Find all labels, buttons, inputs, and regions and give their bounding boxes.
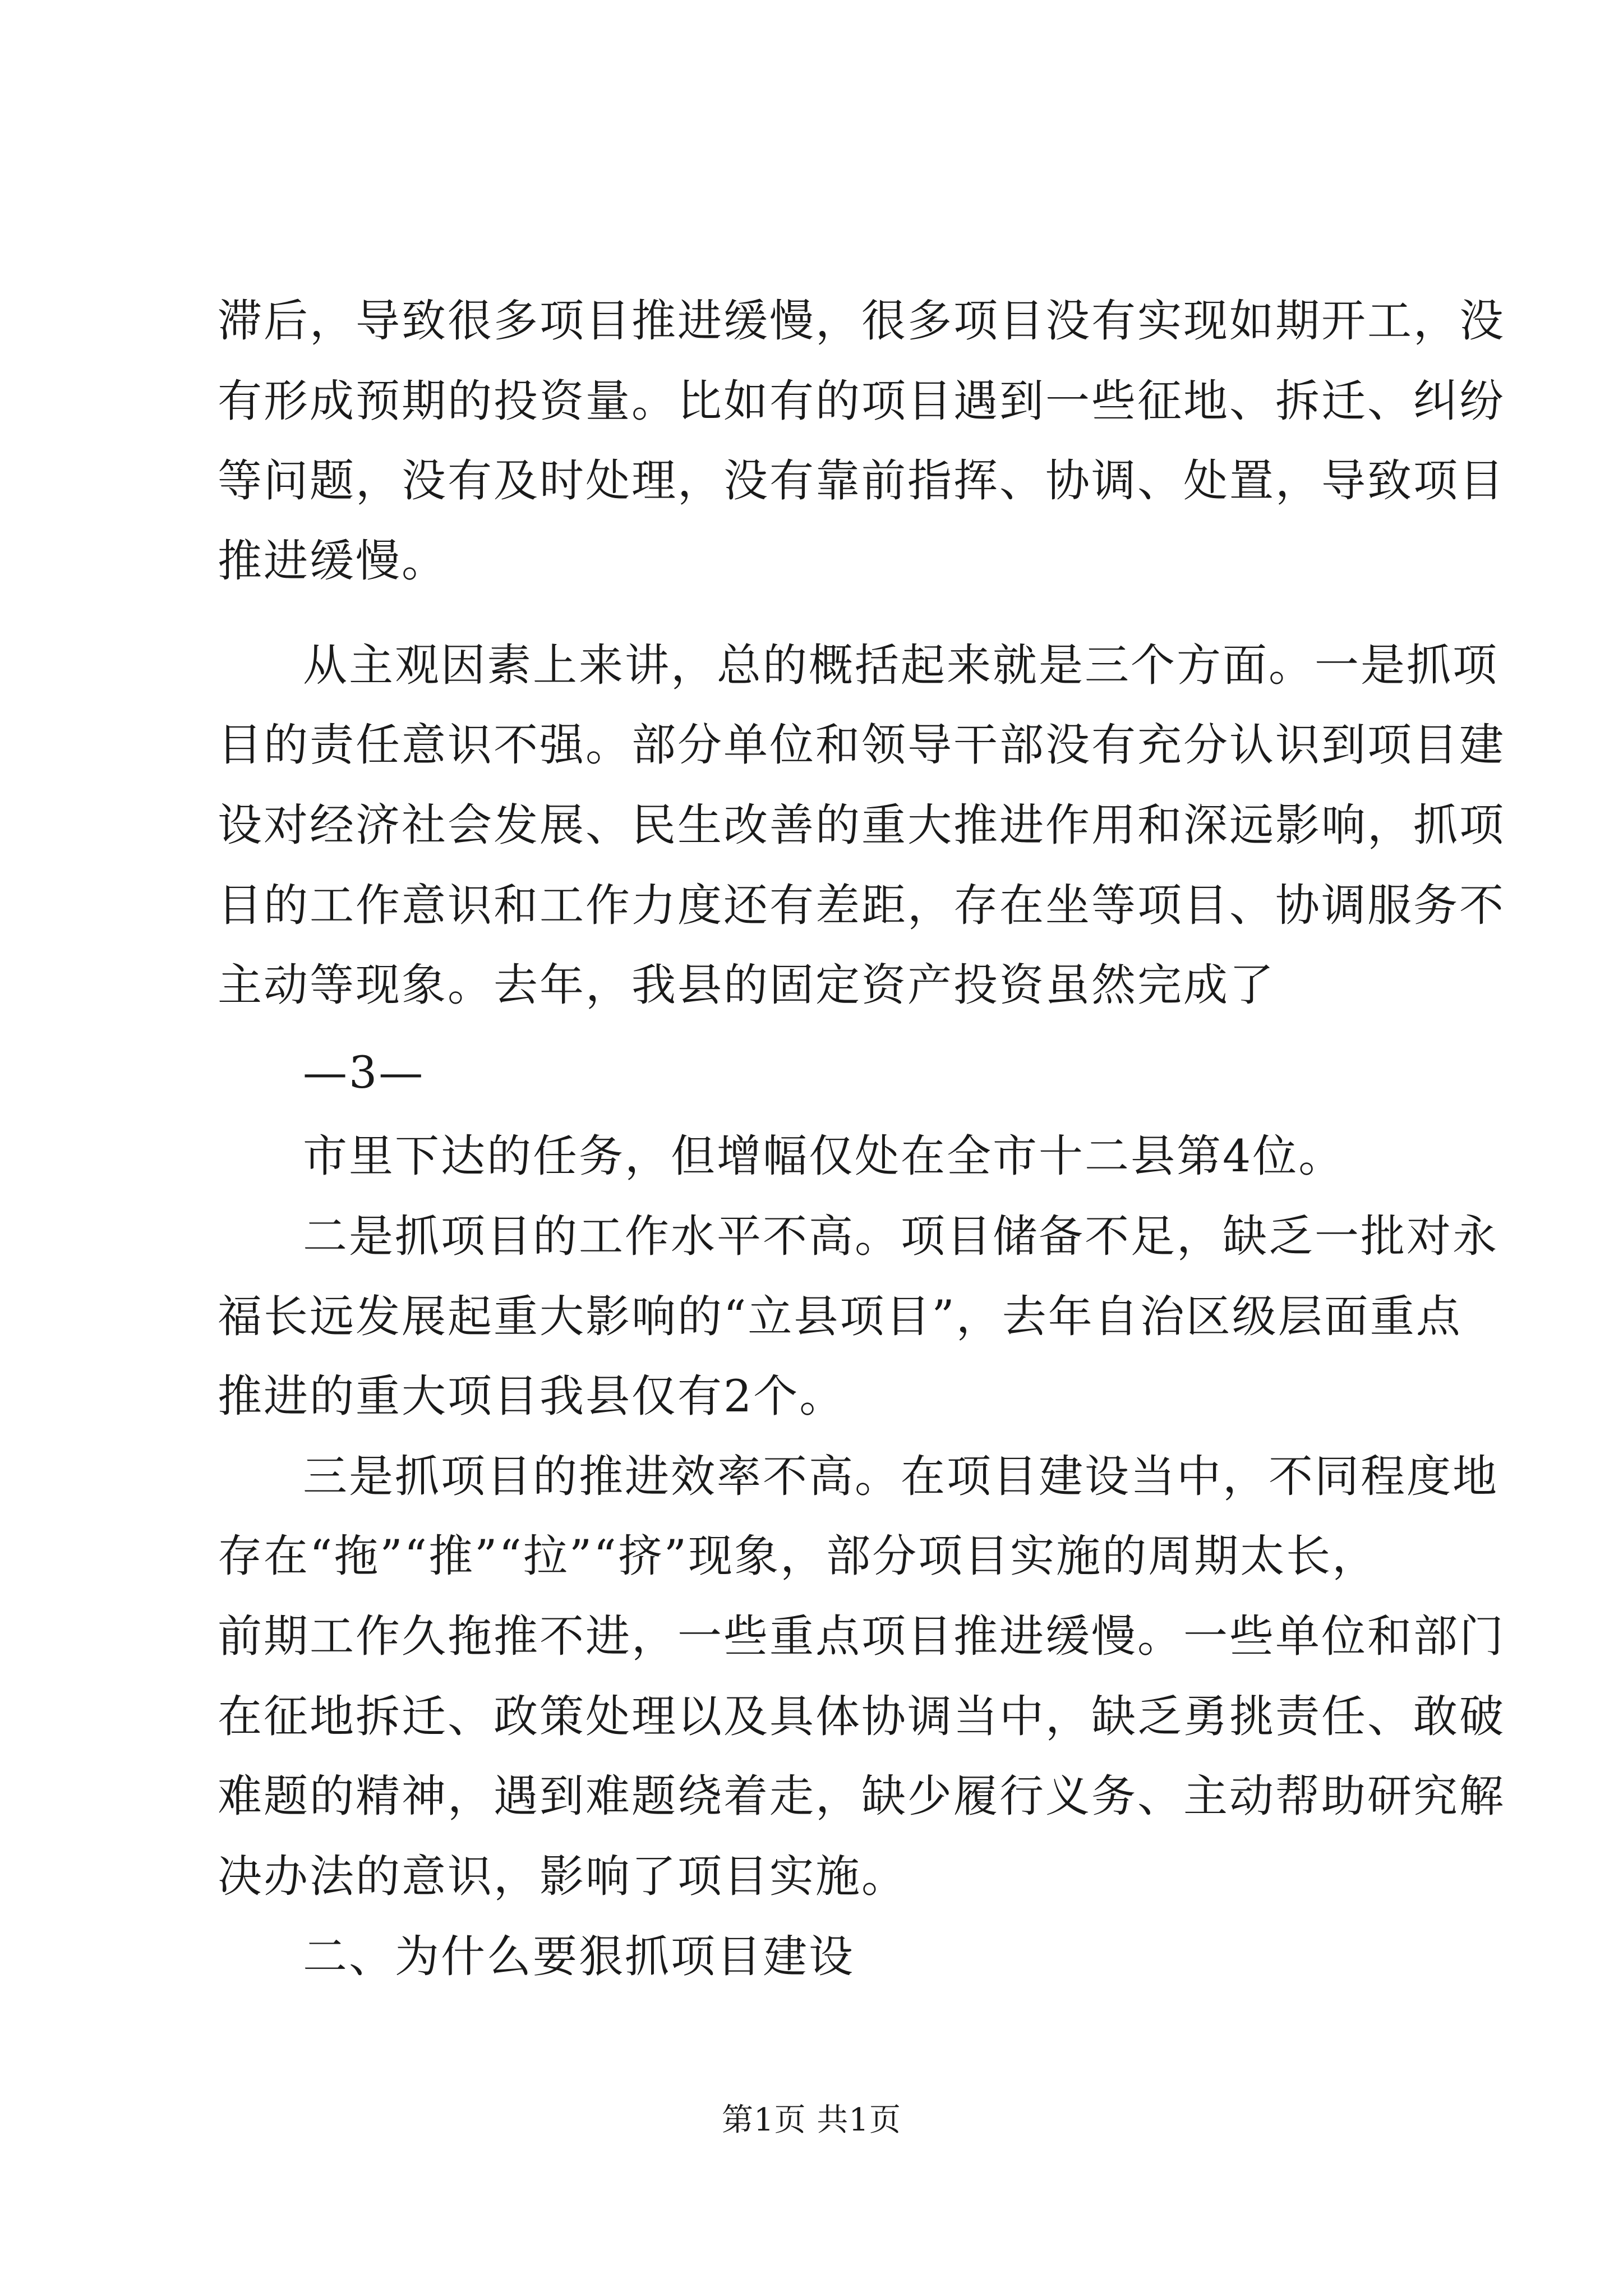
paragraph-line: 推进的重大项目我县仅有2个。	[218, 1370, 846, 1422]
paragraph-line: 市里下达的任务，但增幅仅处在全市十二县第4位。	[303, 1130, 1345, 1182]
paragraph-line: 存在“拖”“推”“拉”“挤”现象，部分项目实施的周期太长，	[218, 1530, 1378, 1582]
paragraph-line: 推进缓慢。	[218, 535, 448, 587]
paragraph-line: 目的责任意识不强。部分单位和领导干部没有充分认识到项目建	[218, 719, 1505, 771]
paragraph-line: 主动等现象。去年，我县的固定资产投资虽然完成了	[218, 959, 1275, 1011]
paragraph-line: 决办法的意识，影响了项目实施。	[218, 1851, 907, 1902]
section-heading: 二、为什么要狠抓项目建设	[303, 1931, 855, 1982]
paragraph-line: 在征地拆迁、政策处理以及具体协调当中，缺乏勇挑责任、敢破	[218, 1691, 1505, 1742]
paragraph-line: 从主观因素上来讲，总的概括起来就是三个方面。一是抓项	[303, 639, 1498, 691]
paragraph-line: 设对经济社会发展、民生改善的重大推进作用和深远影响，抓项	[218, 799, 1505, 851]
paragraph-line: 等问题，没有及时处理，没有靠前指挥、协调、处置，导致项目	[218, 455, 1505, 507]
paragraph-line: 三是抓项目的推进效率不高。在项目建设当中，不同程度地	[303, 1451, 1498, 1502]
inline-page-number: —3—	[303, 1047, 425, 1098]
paragraph-line: 福长远发展起重大影响的“立县项目”，去年自治区级层面重点	[218, 1291, 1462, 1342]
paragraph-line: 二是抓项目的工作水平不高。项目储备不足，缺乏一批对永	[303, 1211, 1498, 1262]
paragraph-line: 难题的精神，遇到难题绕着走，缺少履行义务、主动帮助研究解	[218, 1770, 1505, 1822]
paragraph-line: 前期工作久拖推不进，一些重点项目推进缓慢。一些单位和部门	[218, 1611, 1505, 1662]
paragraph-line: 滞后，导致很多项目推进缓慢，很多项目没有实现如期开工，没	[218, 295, 1505, 347]
paragraph-line: 目的工作意识和工作力度还有差距，存在坐等项目、协调服务不	[218, 880, 1505, 931]
paragraph-line: 有形成预期的投资量。比如有的项目遇到一些征地、拆迁、纠纷	[218, 375, 1505, 427]
page-footer: 第1页 共1页	[721, 2102, 902, 2138]
